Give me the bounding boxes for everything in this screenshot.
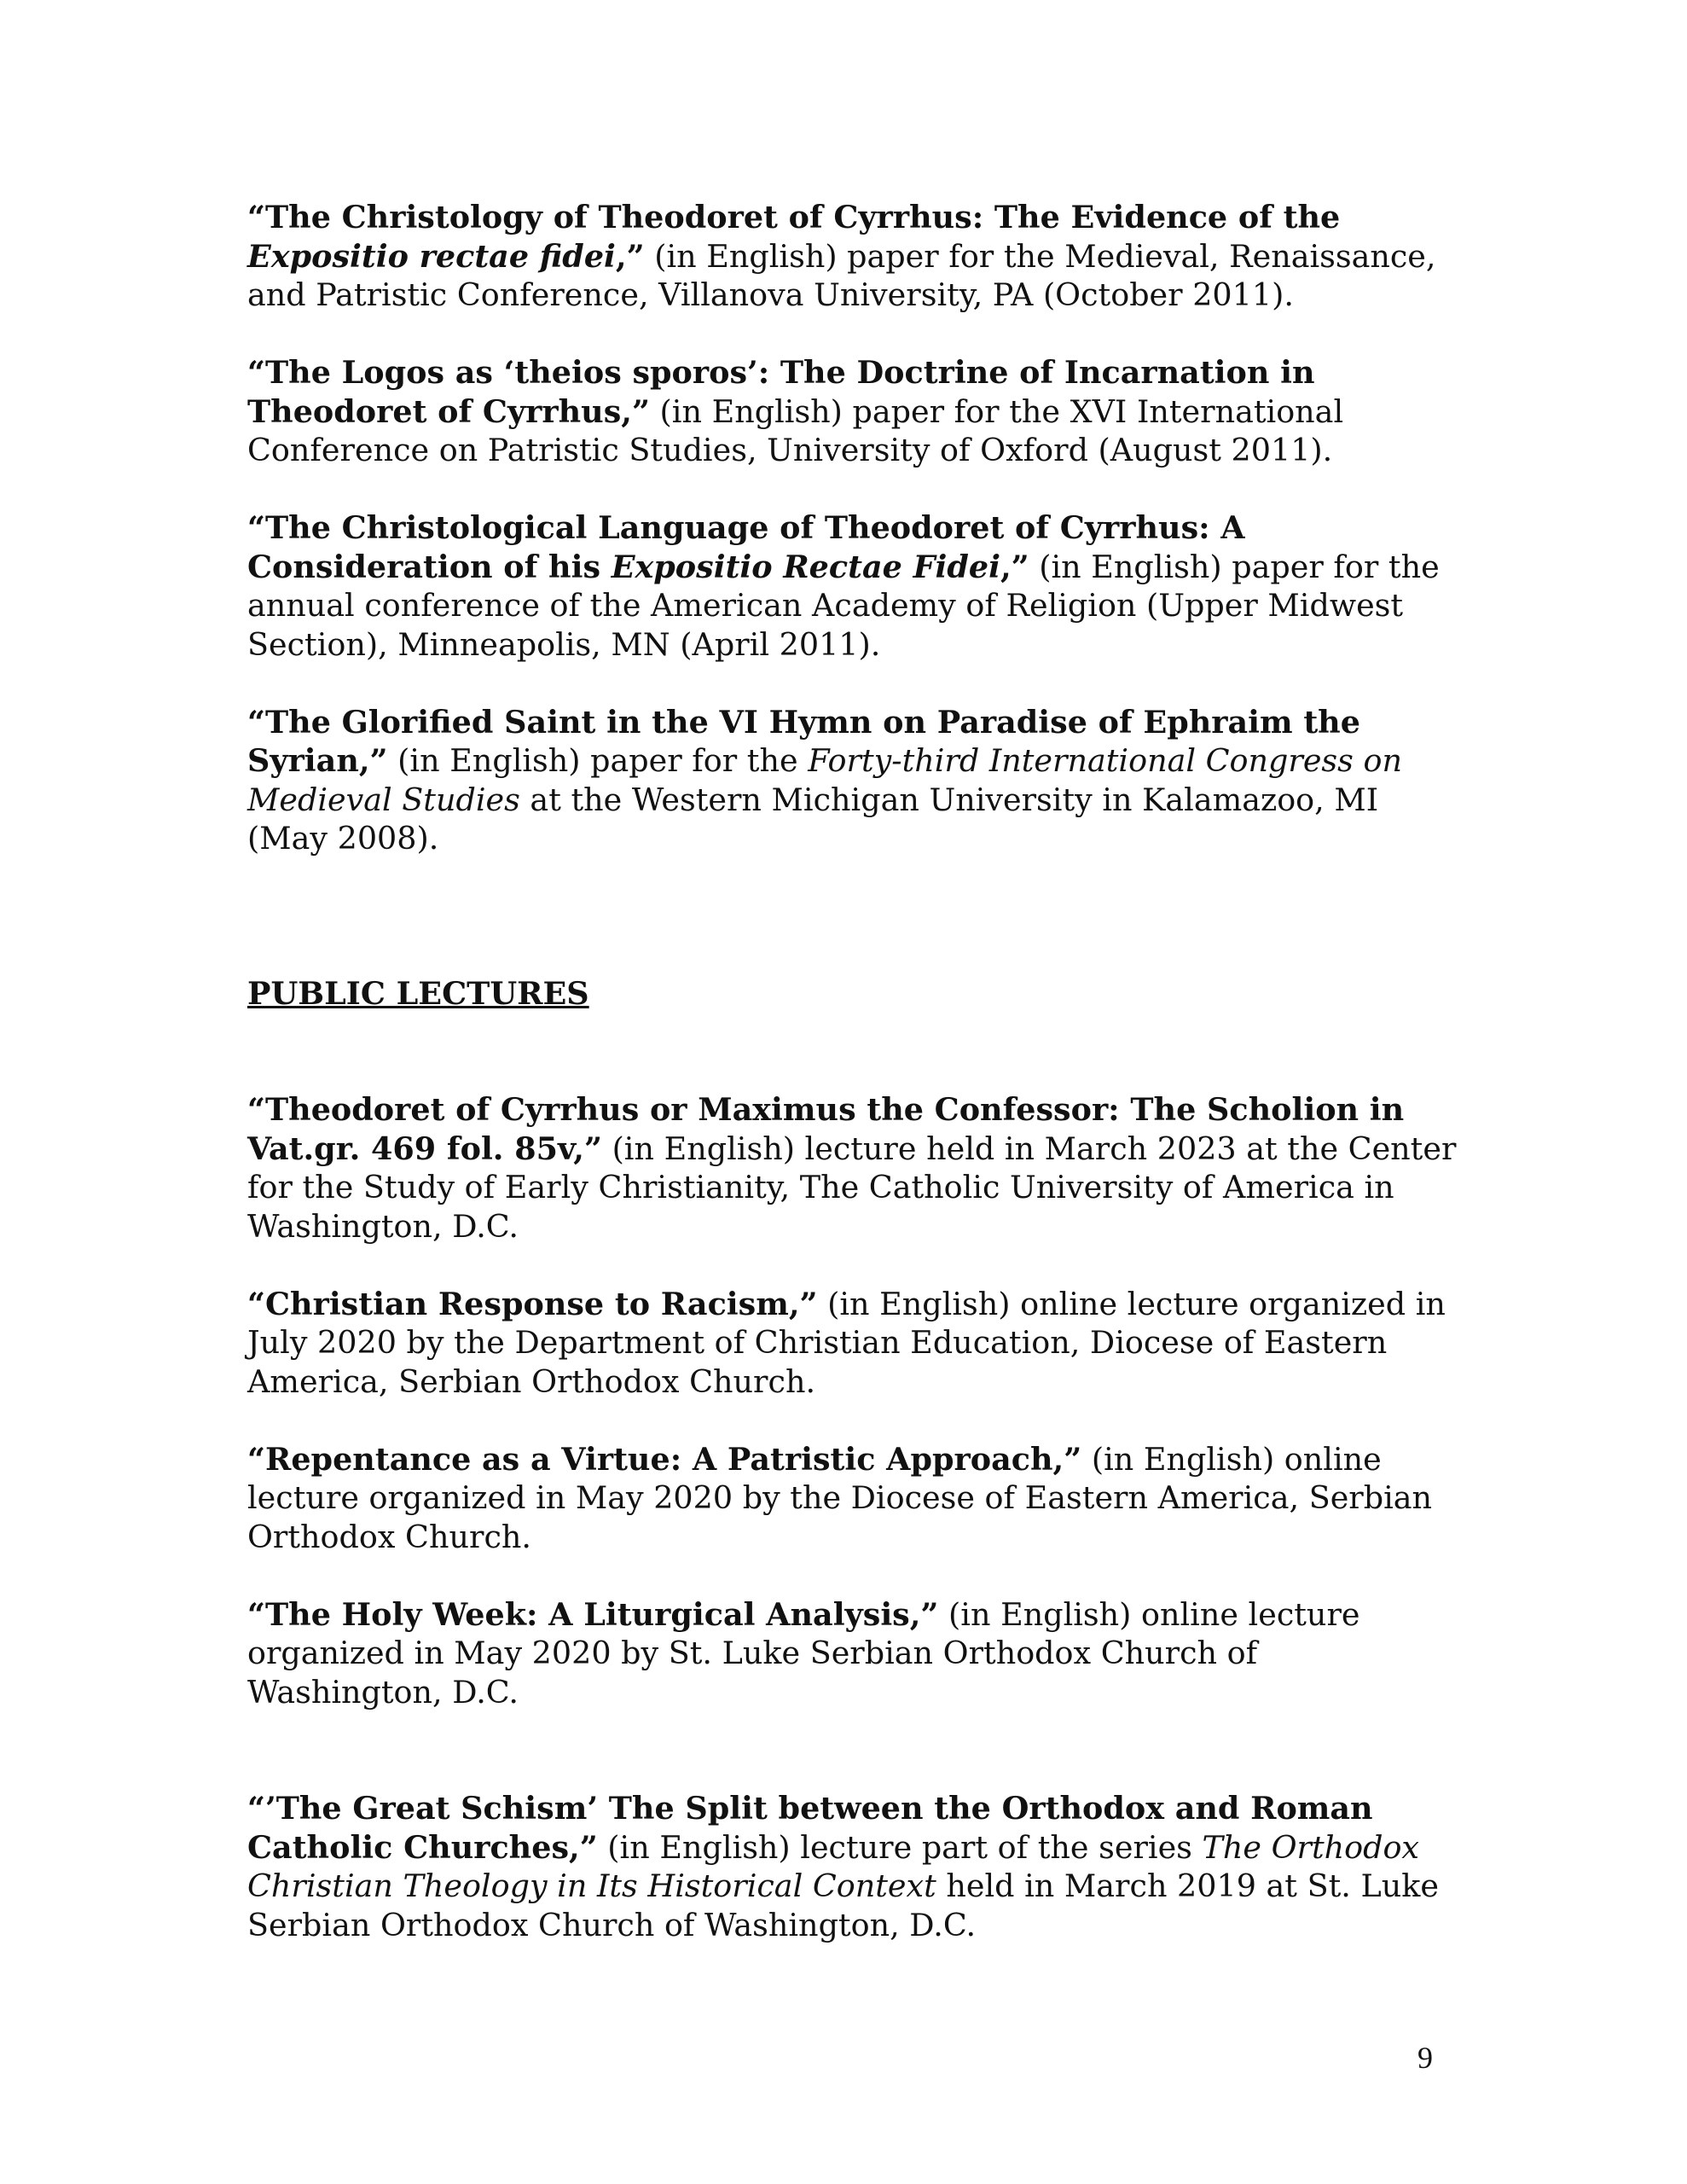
entry-title: “The Glorified Saint in the VI Hymn on Paradise of Ephraim the Syrian,” [247,703,1360,779]
conference-paper-entry [247,353,1458,470]
entry-description: (in English) paper for the XVI International Conference on Patristic Studies, University of Oxford (August 2011). [247,392,1344,468]
entry-description: (in English) online lecture organized in May 2020 by the Diocese of Eastern America, Serbian Orthodox Church. [247,1440,1433,1555]
lecture-entry [247,1440,1458,1557]
entry-description: (in English) online lecture organized in July 2020 by the Department of Christian Education, Diocese of Eastern America, Serbian Orthodox Church. [247,1285,1446,1400]
page-number: 9 [1417,2041,1433,2075]
entry-title: “’The Great Schism’ The Split between the Orthodox and Roman Catholic Churches,” [247,1790,1373,1866]
section-heading-public-lectures: PUBLIC LECTURES [247,974,589,1012]
conference-paper-entry [247,703,1458,858]
entry-title: “Repentance as a Virtue: A Patristic Approach,” [247,1440,1082,1478]
entry-description: (in English) paper for the Forty-third International Congress on Medieval Studies at the Western Michigan University in Kalamazoo, MI (May 2008). [247,742,1402,857]
entry-description: (in English) online lecture organized in May 2020 by St. Luke Serbian Orthodox Church of Washington, D.C. [247,1595,1360,1711]
conference-paper-entry [247,508,1458,664]
entry-title-italic: Expositio Rectae Fidei [611,548,1000,585]
conference-paper-entry [247,198,1458,315]
entry-title: “The Christological Language of Theodoret of Cyrrhus: A Consideration of his Expositio Rectae Fidei,” [247,509,1245,585]
lecture-entry [247,1285,1458,1402]
entry-description: (in English) paper for the Medieval, Renaissance, and Patristic Conference, Villanova University, PA (October 2011). [247,237,1436,313]
entry-title-italic: Expositio rectae fidei [247,237,616,275]
entry-title: “Christian Response to Racism,” [247,1285,818,1322]
entry-title: “The Christology of Theodoret of Cyrrhus: The Evidence of the Expositio rectae fidei,” [247,199,1341,275]
lecture-entry [247,1789,1458,1944]
entry-title: “The Holy Week: A Liturgical Analysis,” [247,1595,939,1633]
entry-title: “Theodoret of Cyrrhus or Maximus the Confessor: The Scholion in Vat.gr. 469 fol. 85v,” [247,1091,1405,1167]
entry-description-italic: The Orthodox Christian Theology in Its Historical Context [247,1828,1420,1904]
entry-description-italic: Forty-third International Congress on Medieval Studies [247,742,1402,818]
entry-title: “The Logos as ‘theios sporos’: The Doctrine of Incarnation in Theodoret of Cyrrhus,” [247,354,1315,430]
lecture-entry [247,1595,1458,1712]
entry-description: (in English) lecture held in March 2023 at the Center for the Study of Early Christianity, The Catholic University of America in Washington, D.C. [247,1130,1457,1245]
entry-description: (in English) paper for the annual conference of the American Academy of Religion (Upper Midwest Section), Minneapolis, MN (April 2011). [247,548,1440,663]
entry-description: (in English) lecture part of the series The Orthodox Christian Theology in Its Historical Context held in March 2019 at St. Luke Serbian Orthodox Church of Washington, D.C. [247,1828,1439,1943]
lecture-entry [247,1090,1458,1246]
page-body [247,198,1458,1944]
